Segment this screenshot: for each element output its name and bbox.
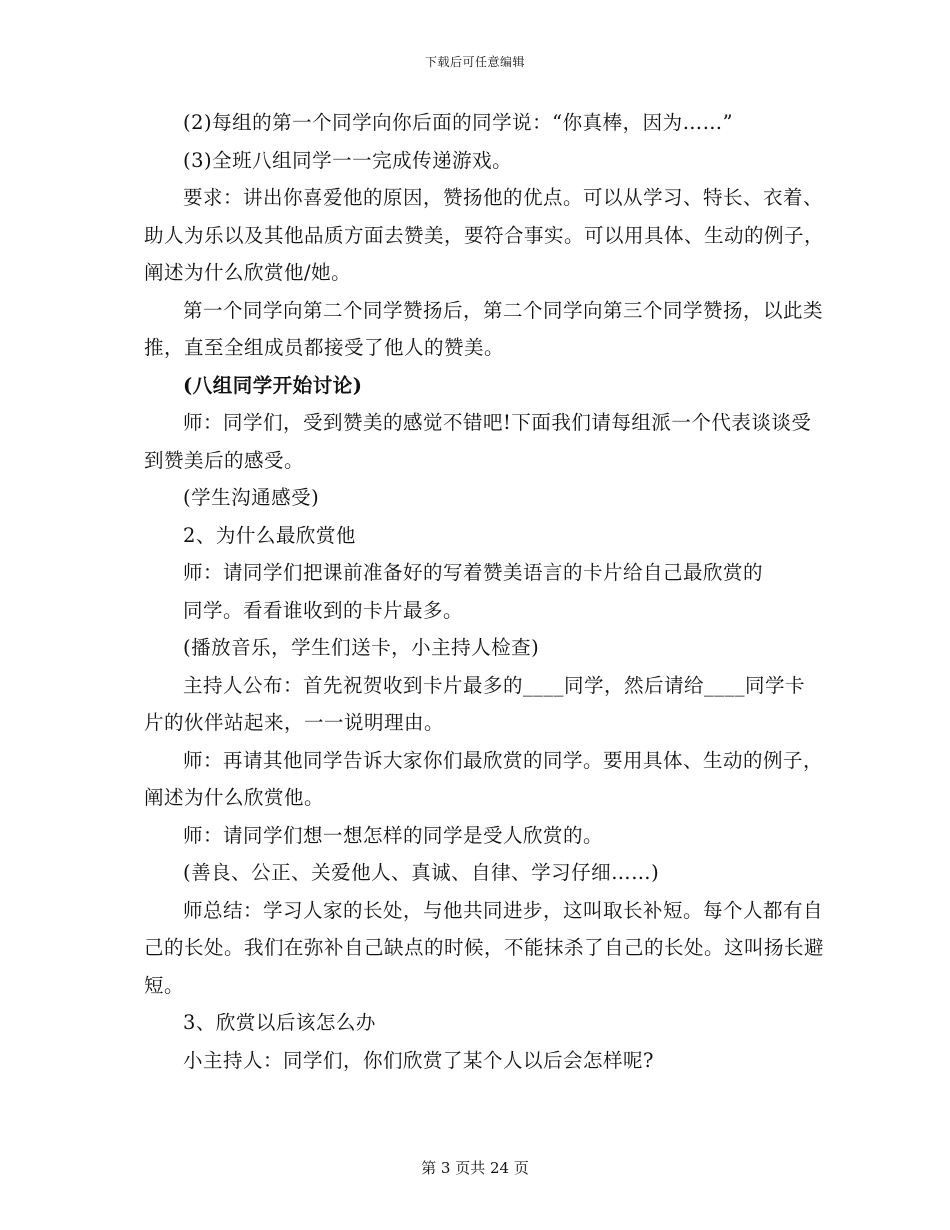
- paragraph: 师总结：学习人家的长处，与他共同进步，这叫取长补短。每个人都有自己的长处。我们在弥补自己缺点的时候，不能抹杀了自己的长处。这叫扬长避短。: [144, 898, 825, 997]
- paragraph: (3)全班八组同学一一完成传递游戏。: [183, 148, 513, 172]
- paragraph: 要求：讲出你喜爱他的原因，赞扬他的优点。可以从学习、特长、衣着、助人为乐以及其他品质方面去赞美，要符合事实。可以用具体、生动的例子，阐述为什么欣赏他/她。: [144, 186, 825, 284]
- paragraph: 同学。看看谁收到的卡片最多。: [183, 598, 464, 622]
- paragraph: 师：同学们，受到赞美的感觉不错吧!下面我们请每组派一个代表谈谈受到赞美后的感受。: [144, 411, 812, 472]
- section-heading: 3、欣赏以后该怎么办: [183, 1011, 376, 1034]
- paragraph: 第一个同学向第二个同学赞扬后，第二个同学向第三个同学赞扬，以此类推，直至全组成员都接受了他人的赞美。: [144, 298, 824, 359]
- paragraph: 师：请同学们把课前准备好的写着赞美语言的卡片给自己最欣赏的: [183, 561, 764, 584]
- paragraph: (2)每组的第一个同学向你后面的同学说：“你真棒，因为……”: [183, 111, 734, 134]
- paragraph: 师：请同学们想一想怎样的同学是受人欣赏的。: [183, 823, 604, 847]
- page-header: 下载后可任意编辑: [424, 55, 525, 69]
- paragraph: 主持人公布：首先祝贺收到卡片最多的____同学，然后请给____同学卡片的伙伴站起来，一一说明理由。: [144, 673, 806, 734]
- page-footer: 第 3 页共 24 页: [421, 1159, 529, 1177]
- paragraph: (播放音乐，学生们送卡，小主持人检查): [183, 636, 540, 659]
- paragraph: (善良、公正、关爱他人、真诚、自律、学习仔细……): [183, 861, 660, 884]
- document-body: [144, 104, 824, 1079]
- paragraph: 师：再请其他同学告诉大家你们最欣赏的同学。要用具体、生动的例子，阐述为什么欣赏他。: [144, 748, 824, 809]
- paragraph: 小主持人：同学们，你们欣赏了某个人以后会怎样呢?: [183, 1048, 654, 1072]
- paragraph: (学生沟通感受): [183, 486, 320, 509]
- section-heading: 2、为什么最欣赏他: [183, 523, 356, 547]
- section-note: (八组同学开始讨论): [183, 373, 363, 397]
